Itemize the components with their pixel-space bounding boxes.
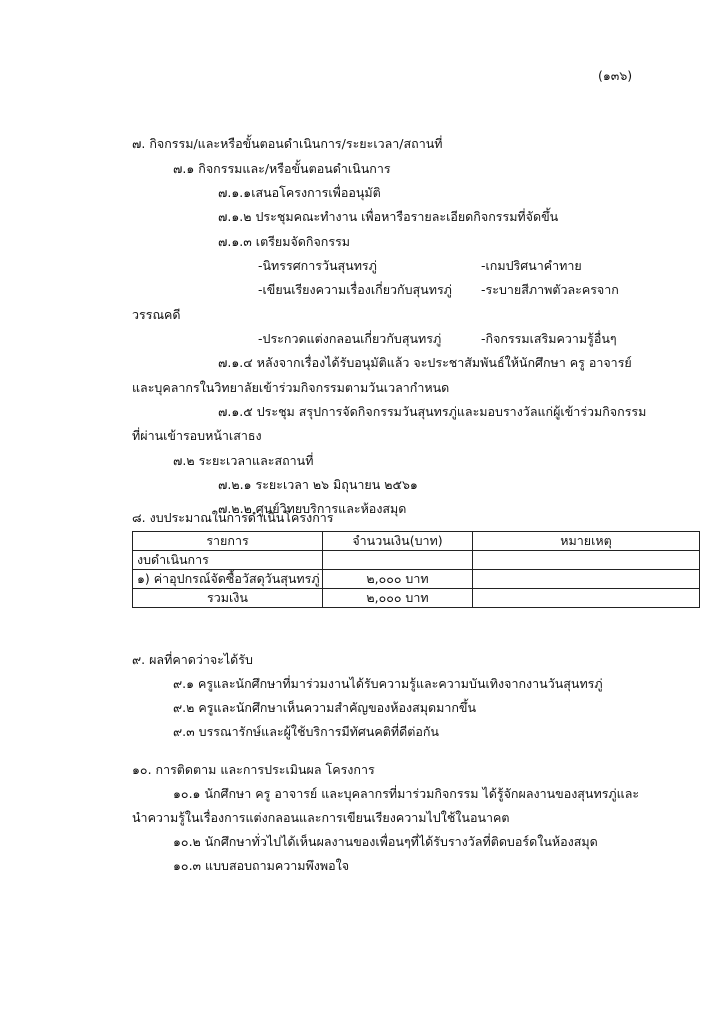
section-7-1-3: ๗.๑.๓ เตรียมจัดกิจกรรม [218,234,351,249]
row-item: รวมเงิน [133,589,323,608]
section-9-heading: ๙. ผลที่คาดว่าจะได้รับ [132,652,253,667]
section-8-heading: ๘. งบประมาณในการดำเนินโครงการ [132,510,334,525]
section-10-3: ๑๐.๓ แบบสอบถามความพึงพอใจ [173,858,350,873]
table-row [133,551,700,570]
row-item: งบดำเนินการ [133,551,323,570]
activity-exhibition: -นิทรรศการวันสุนทรภู่ [258,258,377,273]
section-9-3: ๙.๓ บรรณารักษ์และผู้ใช้บริการมีทัศนคติที่ดีต่อกัน [173,724,439,739]
section-7-1-2: ๗.๑.๒ ประชุมคณะทำงาน เพื่อหารือรายละเอียดกิจกรรมที่จัดขึ้น [218,209,559,224]
section-9-1: ๙.๑ ครูและนักศึกษาที่มาร่วมงานได้รับความรู้และความบันเทิงจากงานวันสุนทรภู่ [173,676,603,691]
header-note: หมายเหตุ [473,532,700,551]
activity-essay: -เขียนเรียงความเรื่องเกี่ยวกับสุนทรภู่ [258,282,452,297]
section-9-2: ๙.๒ ครูและนักศึกษาเห็นความสำคัญของห้องสมุดมากขึ้น [173,700,476,715]
section-7-2-heading: ๗.๒ ระยะเวลาและสถานที่ [173,453,314,468]
header-item: รายการ [133,532,323,551]
row-amount [323,551,473,570]
row-amount: ๒,๐๐๐ บาท [323,570,473,589]
section-10-2: ๑๐.๒ นักศึกษาทั่วไปได้เห็นผลงานของเพื่อนๆที่ได้รับรางวัลที่ติดบอร์ดในห้องสมุด [173,834,598,849]
section-10-heading: ๑๐. การติดตาม และการประเมินผล โครงการ [132,762,375,777]
activity-coloring: -ระบายสีภาพตัวละครจาก [481,282,619,297]
section-7-1-4-line2: และบุคลากรในวิทยาลัยเข้าร่วมกิจกรรมตามวันเวลากำหนด [132,380,450,395]
section-10-1-line1: ๑๐.๑ นักศึกษา ครู อาจารย์ และบุคลากรที่มาร่วมกิจกรรม ได้รู้จักผลงานของสุนทรภู่และ [173,786,640,801]
header-amount: จำนวนเงิน(บาท) [323,532,473,551]
row-note [473,589,700,608]
table-header-row [133,532,700,551]
row-amount: ๒,๐๐๐ บาท [323,589,473,608]
section-7-1-5-line1: ๗.๑.๕ ประชุม สรุปการจัดกิจกรรมวันสุนทรภู่และมอบรางวัลแก่ผู้เข้าร่วมกิจกรรม [218,404,647,419]
page-number: (๑๓๖) [598,68,633,83]
table-total-row [133,589,700,608]
section-7-1-4-line1: ๗.๑.๔ หลังจากเรื่องได้รับอนุมัติแล้ว จะประชาสัมพันธ์ให้นักศึกษา ครู อาจารย์ [218,355,632,370]
row-note [473,570,700,589]
section-7-1-1: ๗.๑.๑เสนอโครงการเพื่ออนุมัติ [218,185,381,200]
row-item: ๑) ค่าอุปกรณ์จัดซื้อวัสดุวันสุนทรภู่ [133,570,323,589]
table-row [133,570,700,589]
section-10-1-line2: นำความรู้ในเรื่องการแต่งกลอนและการเขียนเรียงความไปใช้ในอนาคต [132,810,510,825]
section-7-1-heading: ๗.๑ กิจกรรมและ/หรือขั้นตอนดำเนินการ [173,161,391,176]
section-7-1-5-line2: ที่ผ่านเข้ารอบหน้าเสาธง [132,428,262,443]
activity-extra-knowledge: -กิจกรรมเสริมความรู้อื่นๆ [481,331,617,346]
section-7-2-2: ๗.๒.๒ ศูนย์วิทยบริการและห้องสมุด [218,501,407,516]
activity-poem-contest: -ประกวดแต่งกลอนเกี่ยวกับสุนทรภู่ [258,331,442,346]
section-7-heading: ๗. กิจกรรม/และหรือขั้นตอนดำเนินการ/ระยะเวลา/สถานที่ [132,136,443,151]
section-7-2-1: ๗.๒.๑ ระยะเวลา ๒๖ มิถุนายน ๒๕๖๑ [218,477,418,492]
row-note [473,551,700,570]
budget-table [132,531,700,608]
activity-coloring-continued: วรรณคดี [132,307,181,322]
activity-riddle-game: -เกมปริศนาคำทาย [481,258,582,273]
